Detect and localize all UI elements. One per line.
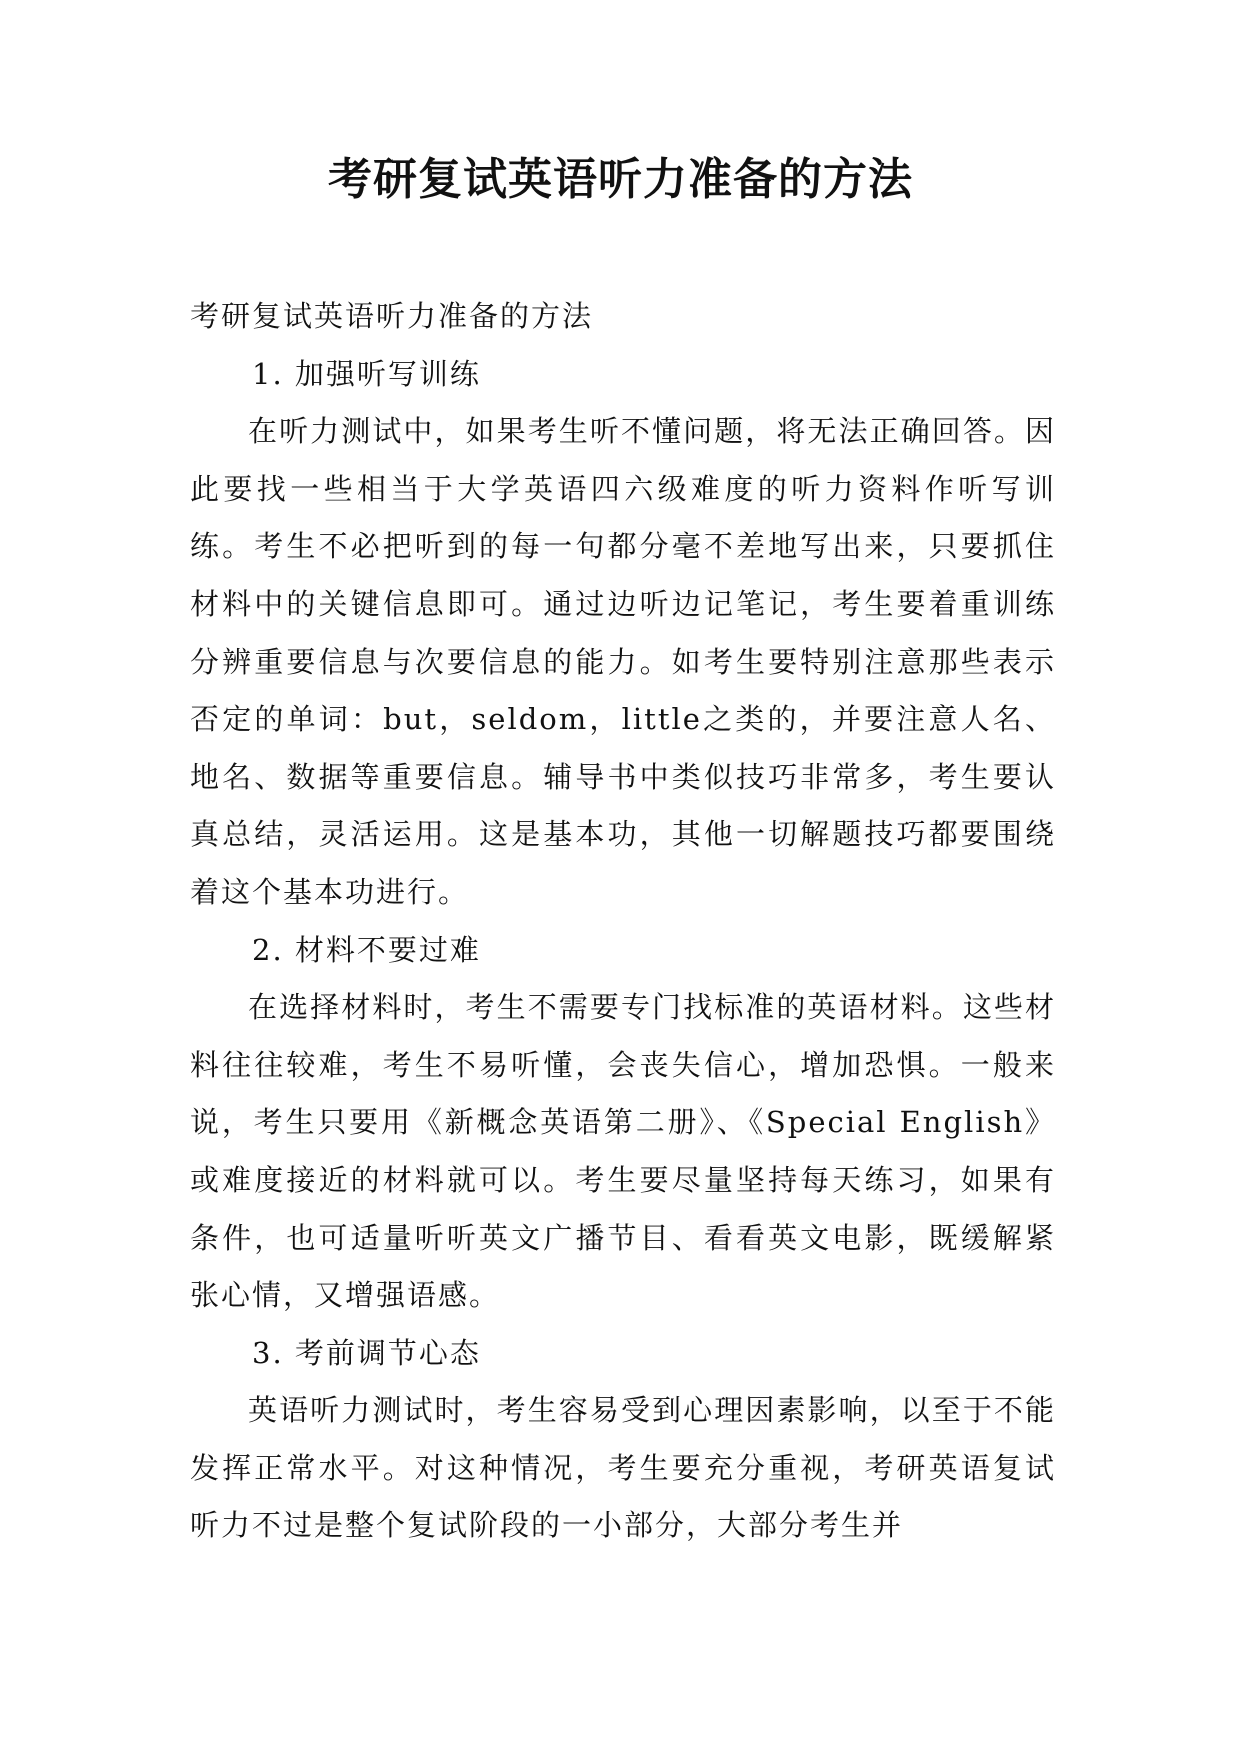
section-paragraph: 在选择材料时，考生不需要专门找标准的英语材料。这些材料往往较难，考生不易听懂，会丧失信心，增加恐惧。一般来说，考生只要用《新概念英语第二册》、《Special English》或难度接近的材料就可以。考生要尽量坚持每天练习，如果有条件，也可适量听听英文广播节目、看看英文电影，既缓解紧张心情，又增强语感。 — [190, 990, 1056, 1313]
document-body — [190, 288, 1056, 1555]
document-title: 考研复试英语听力准备的方法 — [328, 154, 913, 205]
section-heading: 2. 材料不要过难 — [252, 932, 481, 967]
intro-line: 考研复试英语听力准备的方法 — [190, 299, 594, 333]
section-paragraph: 英语听力测试时，考生容易受到心理因素影响，以至于不能发挥正常水平。对这种情况，考生要充分重视，考研英语复试听力不过是整个复试阶段的一小部分，大部分考生并 — [190, 1393, 1056, 1543]
section-paragraph: 在听力测试中，如果考生听不懂问题，将无法正确回答。因此要找一些相当于大学英语四六级难度的听力资料作听写训练。考生不必把听到的每一句都分毫不差地写出来，只要抓住材料中的关键信息即可。通过边听边记笔记，考生要着重训练分辨重要信息与次要信息的能力。如考生要特别注意那些表示否定的单词：but，seldom，little之类的，并要注意人名、地名、数据等重要信息。辅导书中类似技巧非常多，考生要认真总结，灵活运用。这是基本功，其他一切解题技巧都要围绕着这个基本功进行。 — [190, 414, 1056, 909]
section-heading: 1. 加强听写训练 — [252, 356, 481, 391]
section-heading: 3. 考前调节心态 — [252, 1335, 481, 1370]
